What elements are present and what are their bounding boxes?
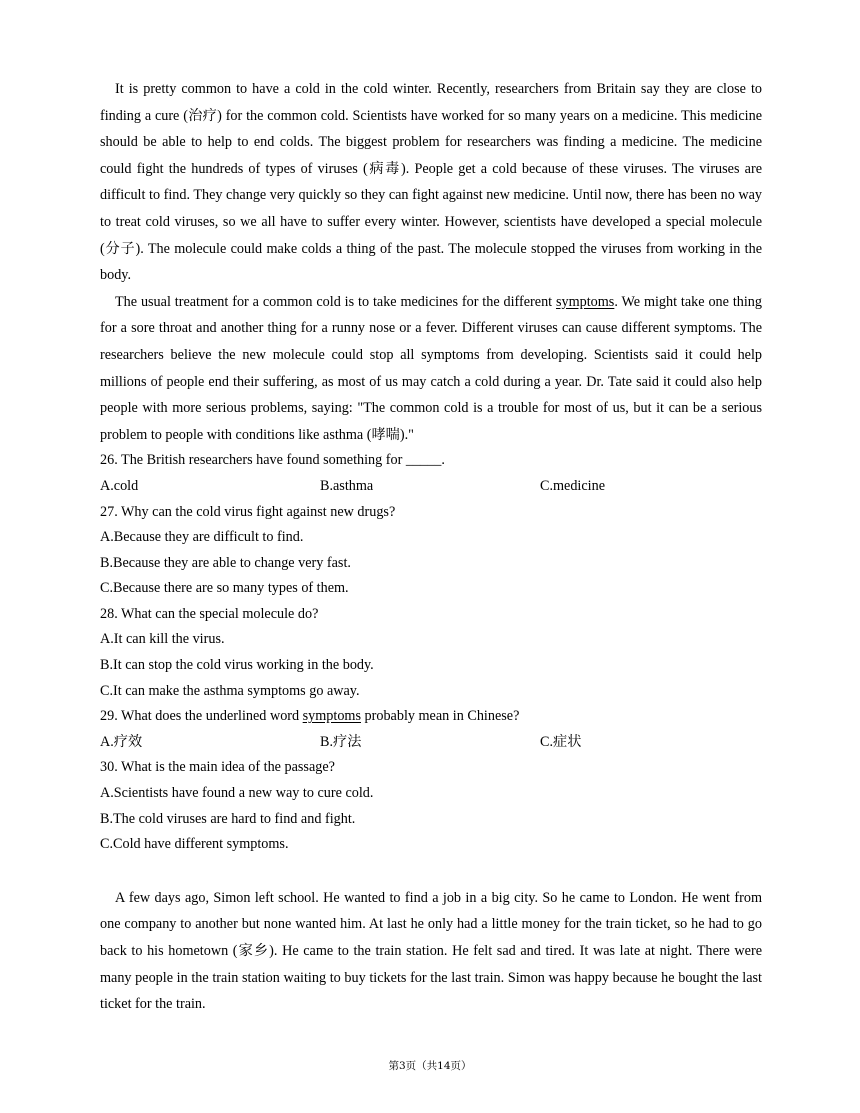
question-26-stem: 26. The British researchers have found something for _____. — [100, 452, 445, 469]
question-26-option-b: B.asthma — [320, 477, 374, 494]
question-29-underlined-word: symptoms — [302, 708, 361, 725]
passage1-paragraph2-text-end: . We might take one thing for a sore throat and another thing for a runny nose or a fever. Different viruses can cause different symptoms. The researchers believe the new molecule could stop all symptoms from developing. Scientists said it could help millions of people end their suffering, as most of us may catch a cold during a year. Dr. Tate said it could also help people with more serious problems, saying: "The common cold is a trouble for most of us, but it can be a serious problem to people with conditions like asthma (哮喘)." — [100, 293, 762, 443]
question-29-option-c: C.症状 — [540, 733, 582, 750]
section-gap — [100, 858, 762, 885]
question-28-option-a: A.It can kill the virus. — [100, 631, 225, 648]
question-27-option-b: B.Because they are able to change very fast. — [100, 554, 351, 571]
question-27-option-a: A.Because they are difficult to find. — [100, 529, 304, 546]
question-27 — [100, 500, 762, 602]
passage1-paragraph2 — [100, 289, 762, 449]
question-28 — [100, 602, 762, 704]
question-30-option-b: B.The cold viruses are hard to find and fight. — [100, 810, 356, 827]
question-29-option-b: B.疗法 — [320, 733, 362, 750]
page-number-footer: 第3页（共14页） — [388, 1060, 472, 1072]
question-29 — [100, 704, 762, 755]
question-28-option-c: C.It can make the asthma symptoms go away. — [100, 682, 360, 699]
question-29-stem-start: 29. What does the underlined word — [100, 708, 303, 725]
question-30-option-a: A.Scientists have found a new way to cure cold. — [100, 785, 374, 802]
question-29-option-a: A.疗效 — [100, 733, 143, 750]
underlined-word-symptoms: symptoms — [555, 293, 615, 310]
question-30-option-c: C.Cold have different symptoms. — [100, 836, 289, 853]
question-29-stem-end: probably mean in Chinese? — [361, 708, 520, 725]
question-30-stem: 30. What is the main idea of the passage? — [100, 759, 335, 776]
question-27-option-c: C.Because there are so many types of them. — [100, 580, 349, 597]
passage2-paragraph1: A few days ago, Simon left school. He wanted to find a job in a big city. So he came to London. He went from one company to another but none wanted him. At last he only had a little money for the train ticket, so he had to go back to his hometown (家乡). He came to the train station. He felt sad and tired. It was late at night. There were many people in the train station waiting to buy tickets for the last train. Simon was happy because he bought the last ticket for the train. — [100, 889, 762, 1013]
question-28-stem: 28. What can the special molecule do? — [100, 605, 319, 622]
question-26-option-c: C.medicine — [540, 477, 606, 494]
question-29-stem — [100, 704, 762, 730]
question-30 — [100, 755, 762, 857]
question-26-options — [100, 474, 762, 500]
page-content — [100, 76, 762, 1018]
question-28-option-b: B.It can stop the cold virus working in the body. — [100, 657, 374, 674]
passage1-paragraph1: It is pretty common to have a cold in the cold winter. Recently, researchers from Britain say they are close to finding a cure (治疗) for the common cold. Scientists have worked for so many years on a medicine. This medicine should be able to help to end colds. The biggest problem for researchers was finding a medicine. The medicine could fight the hundreds of types of viruses (病毒). People get a cold because of these viruses. The viruses are difficult to find. They change very quickly so they can fight against new medicine. Until now, there has been no way to treat cold viruses, so we all have to suffer every winter. However, scientists have developed a special molecule (分子). The molecule could make colds a thing of the past. The molecule stopped the viruses from working in the body. — [100, 81, 762, 284]
question-26-option-a: A.cold — [100, 477, 139, 494]
question-27-stem: 27. Why can the cold virus fight against new drugs? — [100, 503, 396, 520]
question-29-options — [100, 730, 762, 756]
passage1-paragraph2-text-start: The usual treatment for a common cold is to take medicines for the different — [115, 293, 556, 310]
question-26 — [100, 448, 762, 499]
